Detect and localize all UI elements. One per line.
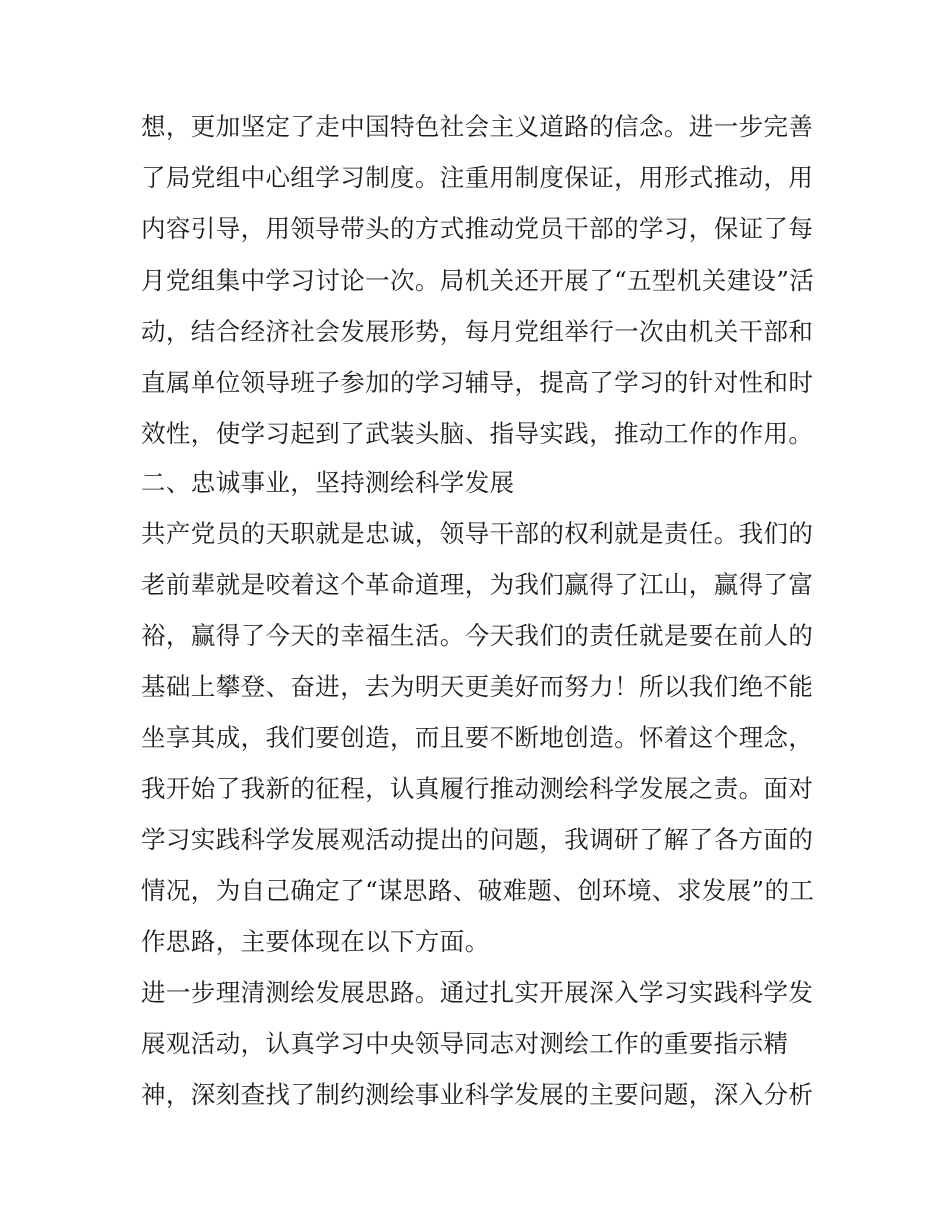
text-line: 我开始了我新的征程，认真履行推动测绘科学发展之责。面对 bbox=[141, 774, 814, 803]
text-line: 内容引导，用领导带头的方式推动党员干部的学习，保证了每 bbox=[141, 214, 814, 243]
text-line: 展观活动，认真学习中央领导同志对测绘工作的重要指示精 bbox=[141, 1029, 789, 1058]
text-line: 裕，赢得了今天的幸福生活。今天我们的责任就是要在前人的 bbox=[141, 621, 814, 650]
text-line: 月党组集中学习讨论一次。局机关还开展了“五型机关建设”活 bbox=[141, 266, 815, 295]
text-line: 直属单位领导班子参加的学习辅导，提高了学习的针对性和时 bbox=[141, 368, 814, 397]
text-line: 共产党员的天职就是忠诚，领导干部的权利就是责任。我们的 bbox=[141, 519, 814, 548]
text-line: 情况，为自己确定了“谋思路、破难题、创环境、求发展”的工 bbox=[141, 876, 815, 905]
text-line: 基础上攀登、奋进，去为明天更美好而努力！所以我们绝不能 bbox=[141, 672, 814, 701]
text-line: 了局党组中心组学习制度。注重用制度保证，用形式推动，用 bbox=[141, 163, 814, 192]
text-line: 效性，使学习起到了武装头脑、指导实践，推动工作的作用。 bbox=[141, 419, 814, 448]
text-line: 想，更加坚定了走中国特色社会主义道路的信念。进一步完善 bbox=[141, 112, 814, 141]
text-line: 作思路，主要体现在以下方面。 bbox=[141, 927, 490, 956]
text-line: 坐享其成，我们要创造，而且要不断地创造。怀着这个理念， bbox=[141, 723, 814, 752]
text-line: 动，结合经济社会发展形势，每月党组举行一次由机关干部和 bbox=[141, 317, 814, 346]
text-line: 学习实践科学发展观活动提出的问题，我调研了解了各方面的 bbox=[141, 825, 814, 854]
text-line: 神，深刻查找了制约测绘事业科学发展的主要问题，深入分析 bbox=[141, 1080, 814, 1109]
text-line: 进一步理清测绘发展思路。通过扎实开展深入学习实践科学发 bbox=[141, 978, 814, 1007]
section-heading: 二、忠诚事业，坚持测绘科学发展 bbox=[141, 468, 515, 497]
text-line: 老前辈就是咬着这个革命道理，为我们赢得了江山，赢得了富 bbox=[141, 570, 814, 599]
